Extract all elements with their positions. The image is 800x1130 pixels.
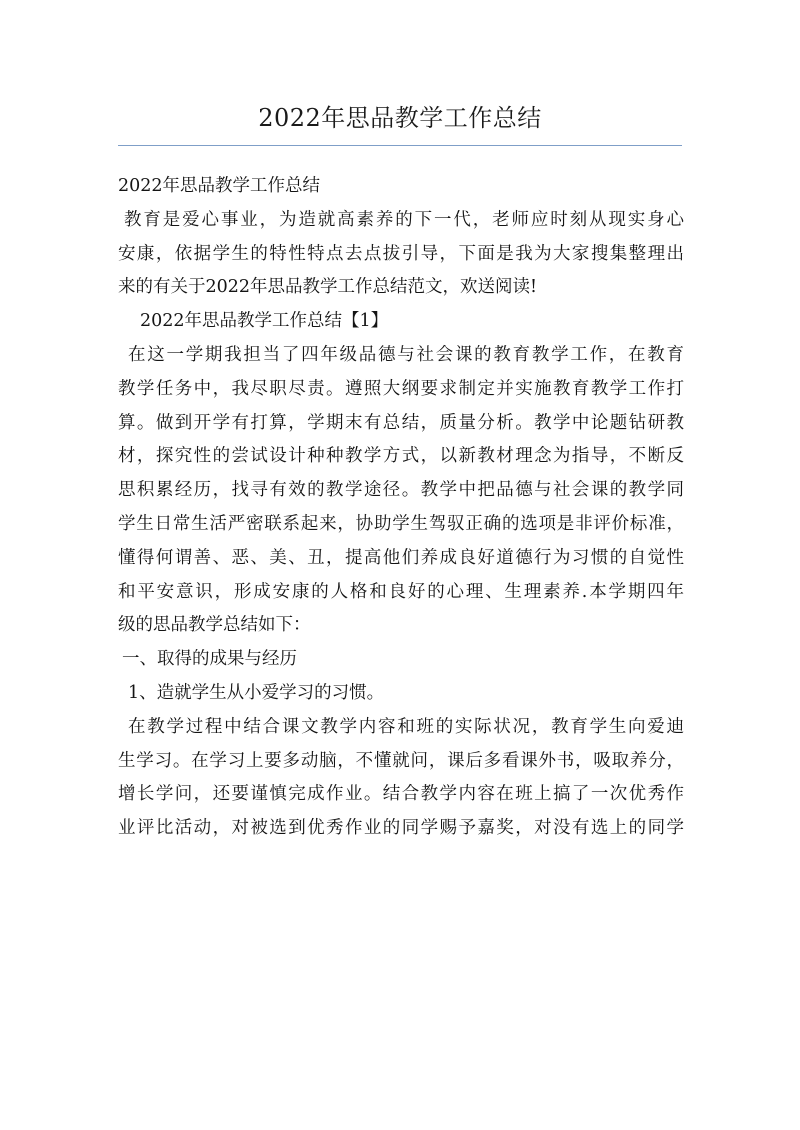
text-line: 和平安意识，形成安康的人格和良好的心理、生理素养.本学期四年 [118,581,684,602]
text-line: 材，探究性的尝试设计种种教学方式，以新教材理念为指导，不断反 [118,446,684,467]
text-line: 业评比活动，对被选到优秀作业的同学赐予嘉奖，对没有选上的同学 [118,818,684,839]
text-line: 思积累经历，找寻有效的教学途径。教学中把品德与社会课的教学同 [118,480,684,501]
title-underline [118,145,682,146]
text-line: 教育是爱心事业，为造就高素养的下一代，老师应时刻从现实身心 [124,209,684,230]
text-line: 算。做到开学有打算，学期末有总结，质量分析。教学中论题钻研教 [118,412,684,433]
text-line: 懂得何谓善、恶、美、丑，提高他们养成良好道德行为习惯的自觉性 [118,547,684,568]
text-line: 级的思品教学总结如下： [118,615,311,636]
text-line: 生学习。在学习上要多动脑，不懂就问，课后多看课外书，吸取养分， [118,750,684,771]
text-line: 1、造就学生从小爱学习的习惯。 [128,682,385,703]
text-line: 学生日常生活严密联系起来，协助学生驾驭正确的选项是非评价标准， [118,513,684,534]
text-line: 教学任务中，我尽职尽责。遵照大纲要求制定并实施教育教学工作打 [118,378,684,399]
text-line: 一、取得的成果与经历 [122,649,297,670]
text-line: 2022年思品教学工作总结【1】 [140,311,389,332]
text-line: 在教学过程中结合课文教学内容和班的实际状况，教育学生向爱迪 [128,716,684,737]
text-line: 2022年思品教学工作总结 [118,176,321,196]
document-body [118,170,684,846]
text-line: 在这一学期我担当了四年级品德与社会课的教育教学工作，在教育 [128,344,684,365]
document-title: 2022年思品教学工作总结 [258,104,542,132]
text-line: 增长学问，还要谨慎完成作业。结合教学内容在班上搞了一次优秀作 [118,784,684,805]
text-line: 来的有关于2022年思品教学工作总结范文，欢送阅读! [118,277,538,298]
text-line: 安康，依据学生的特性特点去点拔引导，下面是我为大家搜集整理出 [118,243,684,264]
